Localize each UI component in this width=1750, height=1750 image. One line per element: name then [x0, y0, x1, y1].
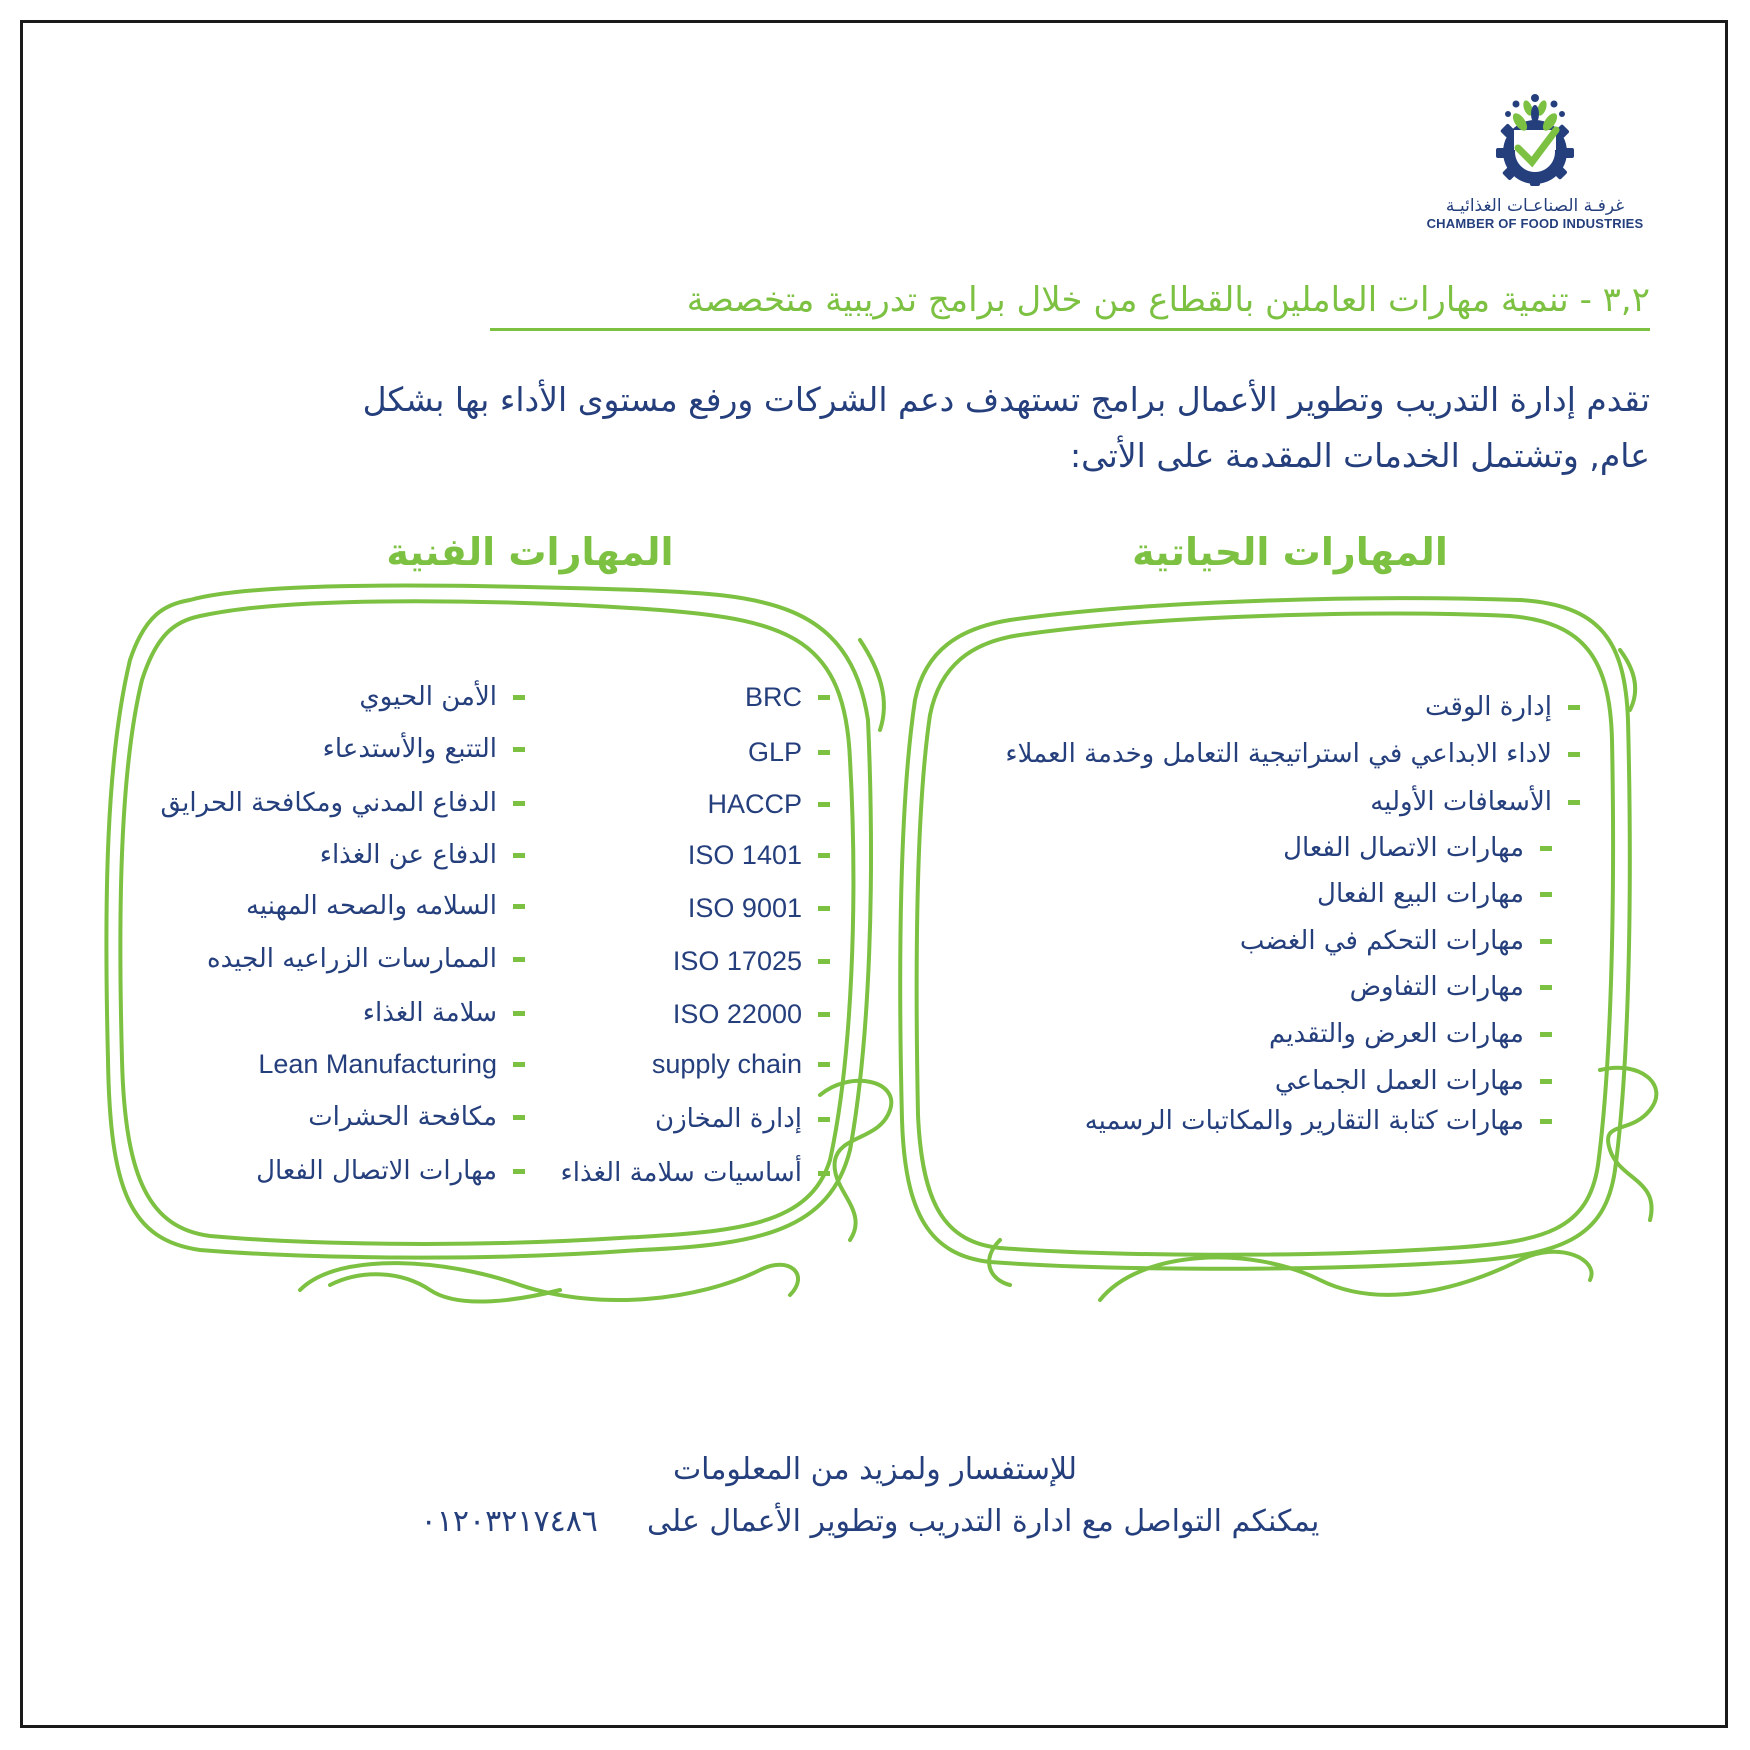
life-skill-item: مهارات العمل الجماعي: [1275, 1066, 1552, 1096]
life-skill-item: لاداء الابداعي في استراتيجية التعامل وخدمة العملاء: [1005, 739, 1580, 769]
life-skills-title: المهارات الحياتية: [1132, 530, 1448, 574]
technical-skill-item: ISO 22000: [673, 999, 830, 1030]
contact-text: يمكنكم التواصل مع ادارة التدريب وتطوير الأعمال على: [647, 1504, 1320, 1539]
technical-skill-item: Lean Manufacturing: [258, 1049, 525, 1080]
technical-skill-item: ISO 1401: [688, 840, 830, 871]
bullet-dash-icon: [1568, 800, 1580, 805]
technical-skill-item: GLP: [748, 737, 830, 768]
section-title: ٣,٢ - تنمية مهارات العاملين بالقطاع من خلال برامج تدريبية متخصصة: [490, 280, 1650, 331]
life-skill-item: مهارات التحكم في الغضب: [1240, 926, 1552, 956]
bullet-dash-icon: [818, 802, 830, 807]
technical-skill-item: BRC: [745, 682, 830, 713]
bullet-dash-icon: [513, 957, 525, 962]
life-skill-item: مهارات كتابة التقارير والمكاتبات الرسميه: [1085, 1106, 1552, 1136]
technical-skill-item: الممارسات الزراعيه الجيده: [207, 944, 525, 974]
technical-skills-list-b: [140, 0, 525, 1750]
bullet-dash-icon: [513, 747, 525, 752]
technical-skill-item: الدفاع المدني ومكافحة الحرايق: [160, 788, 525, 818]
intro-line-2: عام, وتشتمل الخدمات المقدمة على الأتى:: [1070, 436, 1650, 475]
technical-skill-item: التتبع والأستدعاء: [323, 734, 525, 764]
bullet-dash-icon: [513, 1062, 525, 1067]
technical-skill-item: مكافحة الحشرات: [308, 1102, 525, 1132]
life-skill-item: مهارات التفاوض: [1350, 972, 1552, 1002]
bullet-dash-icon: [818, 1117, 830, 1122]
bullet-dash-icon: [818, 1062, 830, 1067]
bullet-dash-icon: [1540, 846, 1552, 851]
logo-english-name: CHAMBER OF FOOD INDUSTRIES: [1426, 216, 1644, 231]
bullet-dash-icon: [1540, 1119, 1552, 1124]
technical-skill-item: الأمن الحيوي: [359, 682, 525, 712]
technical-skill-item: HACCP: [707, 789, 830, 820]
technical-skills-list-a: [500, 0, 830, 1750]
contact-phone: ٠١٢٠٣٢١٧٤٨٦: [420, 1504, 598, 1539]
technical-skill-item: إدارة المخازن: [655, 1104, 830, 1134]
bullet-dash-icon: [818, 1012, 830, 1017]
technical-skills-title: المهارات الفنية: [386, 530, 674, 574]
bullet-dash-icon: [818, 906, 830, 911]
bullet-dash-icon: [513, 853, 525, 858]
logo-arabic-name: غرفـة الصناعـات الغذائيـة: [1445, 196, 1625, 216]
technical-frame-swirl-3: [860, 640, 884, 730]
bullet-dash-icon: [818, 959, 830, 964]
intro-line-1: تقدم إدارة التدريب وتطوير الأعمال برامج تستهدف دعم الشركات ورفع مستوى الأداء بها بشكل: [362, 380, 1650, 419]
bullet-dash-icon: [1540, 1032, 1552, 1037]
bullet-dash-icon: [818, 695, 830, 700]
bullet-dash-icon: [513, 1115, 525, 1120]
technical-skill-item: الدفاع عن الغذاء: [320, 840, 525, 870]
bullet-dash-icon: [1540, 985, 1552, 990]
contact-line-2: [120, 1504, 1620, 1539]
life-skill-item: مهارات الاتصال الفعال: [1283, 833, 1552, 863]
life-skill-item: مهارات العرض والتقديم: [1269, 1019, 1552, 1049]
bullet-dash-icon: [818, 1171, 830, 1176]
technical-skill-item: supply chain: [652, 1049, 830, 1080]
bullet-dash-icon: [1540, 1079, 1552, 1084]
bullet-dash-icon: [513, 1011, 525, 1016]
bullet-dash-icon: [513, 904, 525, 909]
technical-skill-item: سلامة الغذاء: [363, 998, 525, 1028]
bullet-dash-icon: [513, 1169, 525, 1174]
bullet-dash-icon: [1540, 892, 1552, 897]
bullet-dash-icon: [818, 750, 830, 755]
bullet-dash-icon: [1540, 939, 1552, 944]
bullet-dash-icon: [513, 695, 525, 700]
technical-skill-item: مهارات الاتصال الفعال: [256, 1156, 525, 1186]
technical-skill-item: أساسيات سلامة الغذاء: [561, 1158, 830, 1188]
life-skill-item: إدارة الوقت: [1425, 692, 1580, 722]
bullet-dash-icon: [513, 801, 525, 806]
contact-line-1: للإستفسار ولمزيد من المعلومات: [672, 1452, 1078, 1487]
bullet-dash-icon: [1568, 705, 1580, 710]
technical-skill-item: السلامه والصحه المهنيه: [246, 891, 525, 921]
technical-skill-item: ISO 9001: [688, 893, 830, 924]
life-skills-list: [900, 0, 1580, 1750]
life-skill-item: مهارات البيع الفعال: [1317, 879, 1552, 909]
technical-skill-item: ISO 17025: [673, 946, 830, 977]
life-skill-item: الأسعافات الأوليه: [1370, 787, 1580, 817]
bullet-dash-icon: [818, 853, 830, 858]
bullet-dash-icon: [1568, 752, 1580, 757]
